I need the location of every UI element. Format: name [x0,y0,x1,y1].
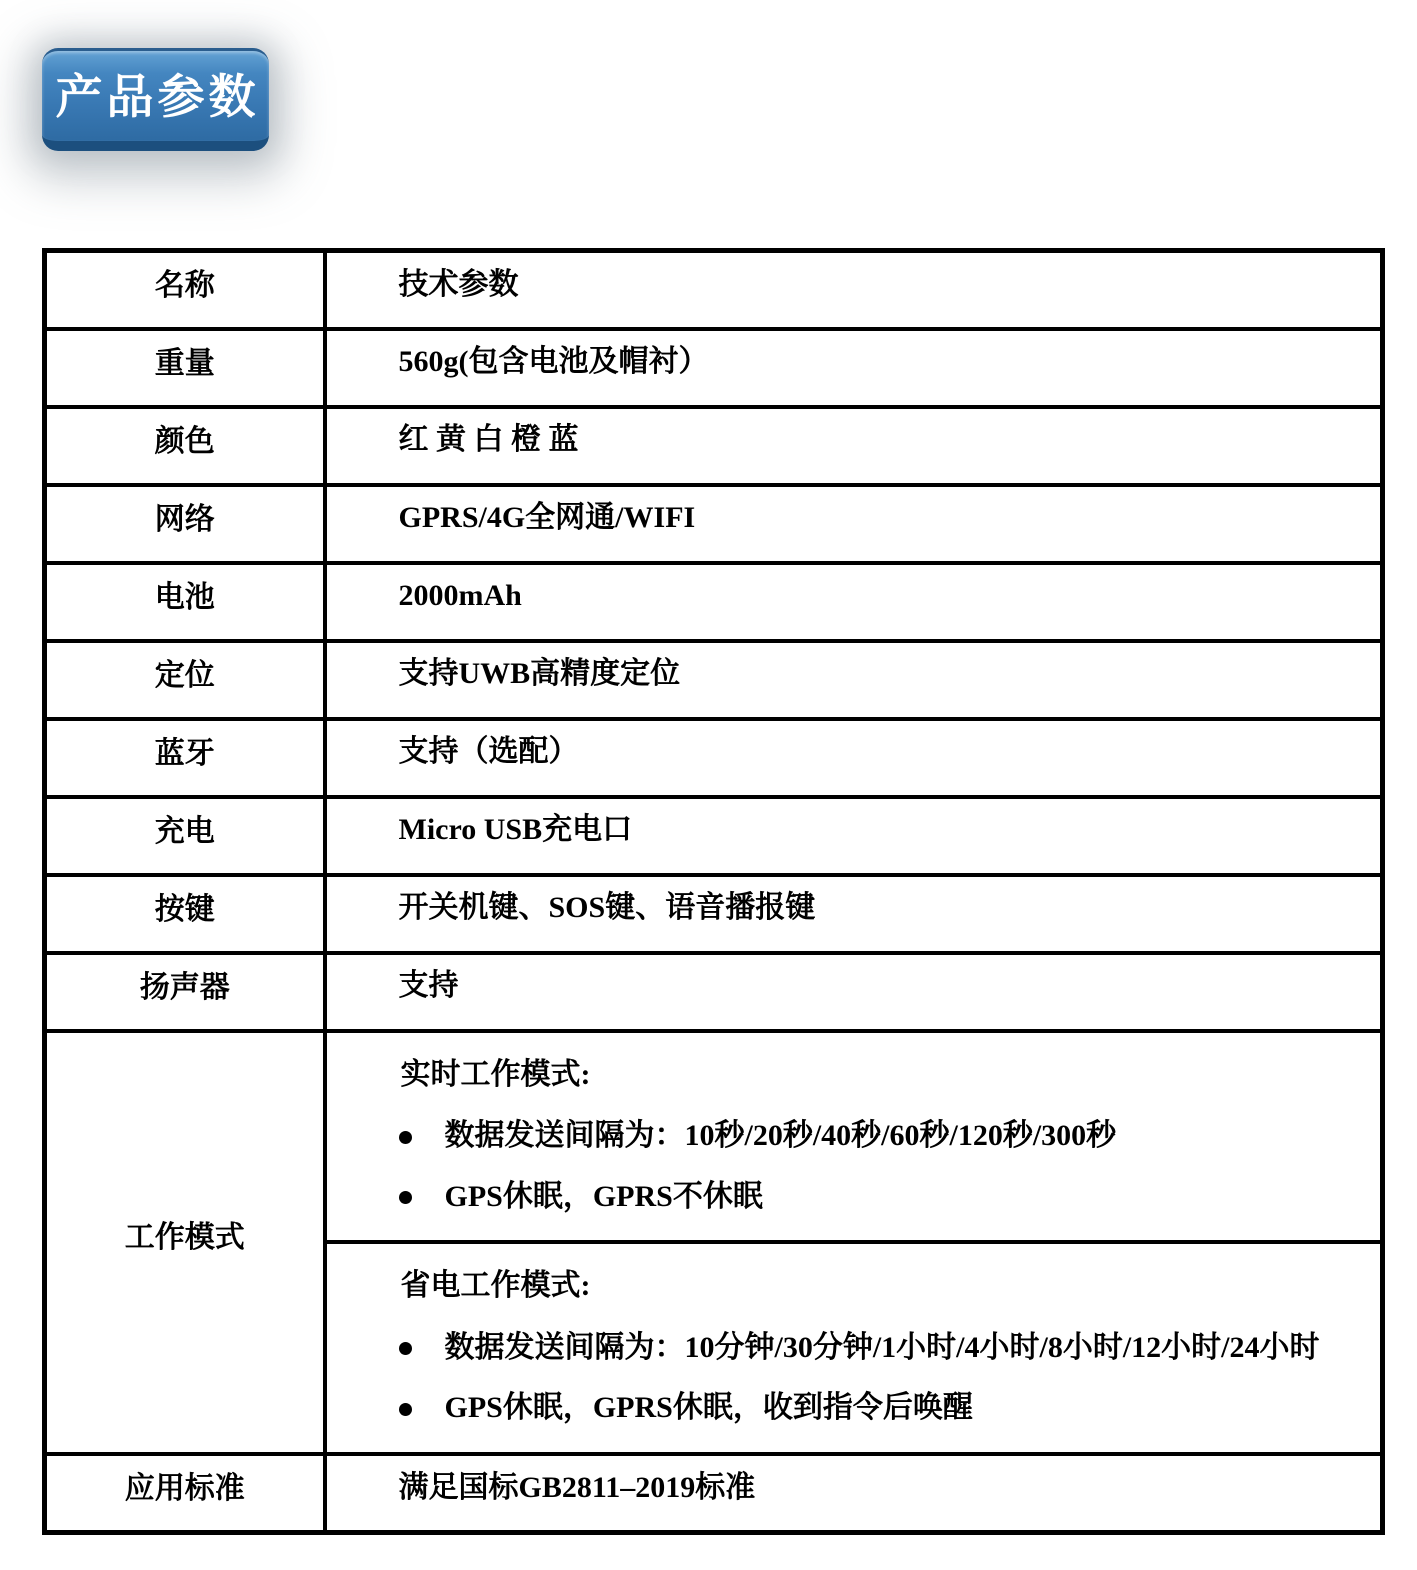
bullet-text: GPS休眠，GPRS休眠，收到指令后唤醒 [444,1391,973,1424]
mode-heading: 实时工作模式: [400,1057,591,1091]
product-params-badge [42,48,269,151]
spec-label: 按键 [45,875,325,953]
table-row [45,797,1383,875]
spec-label: 充电 [45,797,325,875]
spec-label: 网络 [45,485,325,563]
spec-value: 满足国标GB2811–2019标准 [325,1454,1383,1533]
spec-value: 支持UWB高精度定位 [325,641,1383,719]
bullet-row [399,1331,1361,1366]
table-row [45,953,1383,1031]
table-row-work-mode-realtime [45,1031,1383,1243]
spec-label: 应用标准 [45,1454,325,1533]
bullet-icon [399,1403,412,1416]
table-row [45,641,1383,719]
table-row [45,875,1383,953]
spec-value: 2000mAh [325,563,1383,641]
bullet-text: 数据发送间隔为：10分钟/30分钟/1小时/4小时/8小时/12小时/24小时 [444,1330,1320,1364]
bullet-row [399,1391,1361,1426]
spec-value: GPRS/4G全网通/WIFI [325,485,1383,563]
spec-label: 重量 [45,329,325,407]
spec-table [42,248,1385,1535]
table-row [45,563,1383,641]
bullet-icon [399,1342,412,1355]
spec-label: 扬声器 [45,953,325,1031]
spec-label: 蓝牙 [45,719,325,797]
spec-value: 支持（选配） [325,719,1383,797]
spec-value: 开关机键、SOS键、语音播报键 [325,875,1383,953]
bullet-icon [399,1131,412,1144]
spec-value: 560g(包含电池及帽衬） [325,329,1383,407]
table-row [45,407,1383,485]
table-row [45,251,1383,329]
spec-label: 颜色 [45,407,325,485]
bullet-text: GPS休眠，GPRS不休眠 [444,1179,763,1213]
work-mode-powersave-cell [325,1242,1383,1454]
spec-value: Micro USB充电口 [325,797,1383,875]
spec-value: 技术参数 [325,251,1383,329]
table-row [45,719,1383,797]
spec-value: 红 黄 白 橙 蓝 [325,407,1383,485]
table-row [45,329,1383,407]
spec-label-work-mode: 工作模式 [45,1031,325,1454]
spec-value: 支持 [325,953,1383,1031]
spec-label: 定位 [45,641,325,719]
work-mode-realtime-cell [325,1031,1383,1243]
spec-label: 名称 [45,251,325,329]
table-row [45,1454,1383,1533]
bullet-row [399,1180,1361,1215]
bullet-text: 数据发送间隔为：10秒/20秒/40秒/60秒/120秒/300秒 [444,1119,1117,1152]
product-params-badge-label: 产品参数 [55,69,260,123]
mode-heading: 省电工作模式: [400,1269,591,1302]
spec-label: 电池 [45,563,325,641]
table-row [45,485,1383,563]
bullet-icon [399,1191,412,1204]
bullet-row [399,1119,1361,1154]
